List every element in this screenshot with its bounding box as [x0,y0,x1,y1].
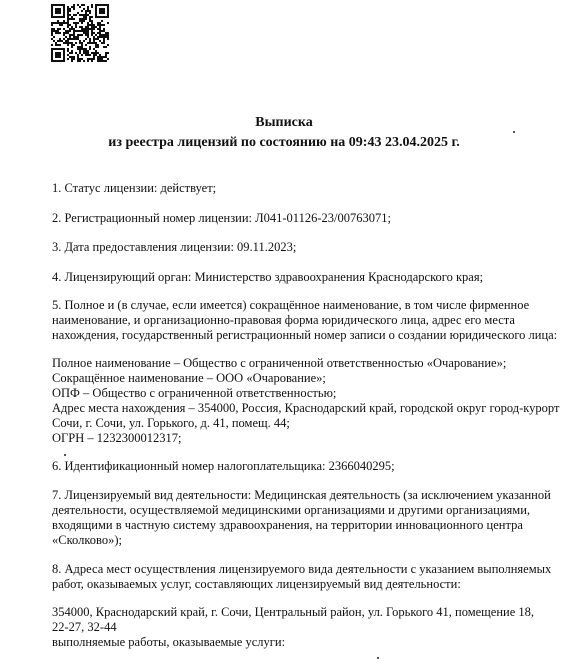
item7-line: деятельности, осуществляемой медицинскими организациями и другими организациями, [52,503,531,517]
registration-number: 2. Регистрационный номер лицензии: Л041-01126-23/00763071; [52,211,391,225]
org-full-name: Полное наименование – Общество с ограниченной ответственностью «Очарование»; [52,356,507,370]
item8-line: работ, оказываемых услуг, составляющих лицензируемый вид деятельности: [52,577,461,591]
document-subtitle: из реестра лицензий по состоянию на 09:43 23.04.2025 г. [108,135,460,150]
org-ogrn: ОГРН – 1232300012317; [52,431,182,445]
activity-address: 354000, Краснодарский край, г. Сочи, Центральный район, ул. Горького 41, помещение 18, [52,605,535,619]
item7-line: «Сколково»); [52,533,122,547]
scan-speck [64,454,66,456]
document-title: Выписка [255,115,313,130]
item5-line: 5. Полное и (в случае, если имеется) сокращённое наименование, в том числе фирменное [52,298,530,312]
item5-line: наименование, и организационно-правовая форма юридического лица, адрес его места [52,313,515,327]
org-short-name: Сокращённое наименование – ООО «Очарование»; [52,371,326,385]
scan-speck [513,131,515,133]
item7-line: входящими в частную систему здравоохранения, на территории инновационного центра [52,518,523,532]
services-label: выполняемые работы, оказываемые услуги: [52,635,286,649]
issue-date: 3. Дата предоставления лицензии: 09.11.2023; [52,240,297,254]
license-status: 1. Статус лицензии: действует; [52,181,217,195]
scan-speck [377,657,379,659]
org-address-cont: Сочи, г. Сочи, ул. Горького, д. 41, помещ. 44; [52,416,290,430]
activity-address-cont: 22-27, 32-44 [52,620,117,634]
org-address: Адрес места нахождения – 354000, Россия, Краснодарский край, городской округ город-курорт [52,401,560,415]
org-legal-form: ОПФ – Общество с ограниченной ответственностью; [52,386,337,400]
item7-line: 7. Лицензируемый вид деятельности: Медицинская деятельность (за исключением указанной [52,488,551,502]
taxpayer-id: 6. Идентификационный номер налогоплательщика: 2366040295; [52,459,395,473]
licensing-authority: 4. Лицензирующий орган: Министерство здравоохранения Краснодарского края; [52,270,484,284]
qr-code-icon [51,4,109,62]
item5-line: нахождения, государственный регистрационный номер записи о создании юридического лица: [52,328,558,342]
item8-line: 8. Адреса мест осуществления лицензируемого вида деятельности с указанием выполняемых [52,562,552,576]
